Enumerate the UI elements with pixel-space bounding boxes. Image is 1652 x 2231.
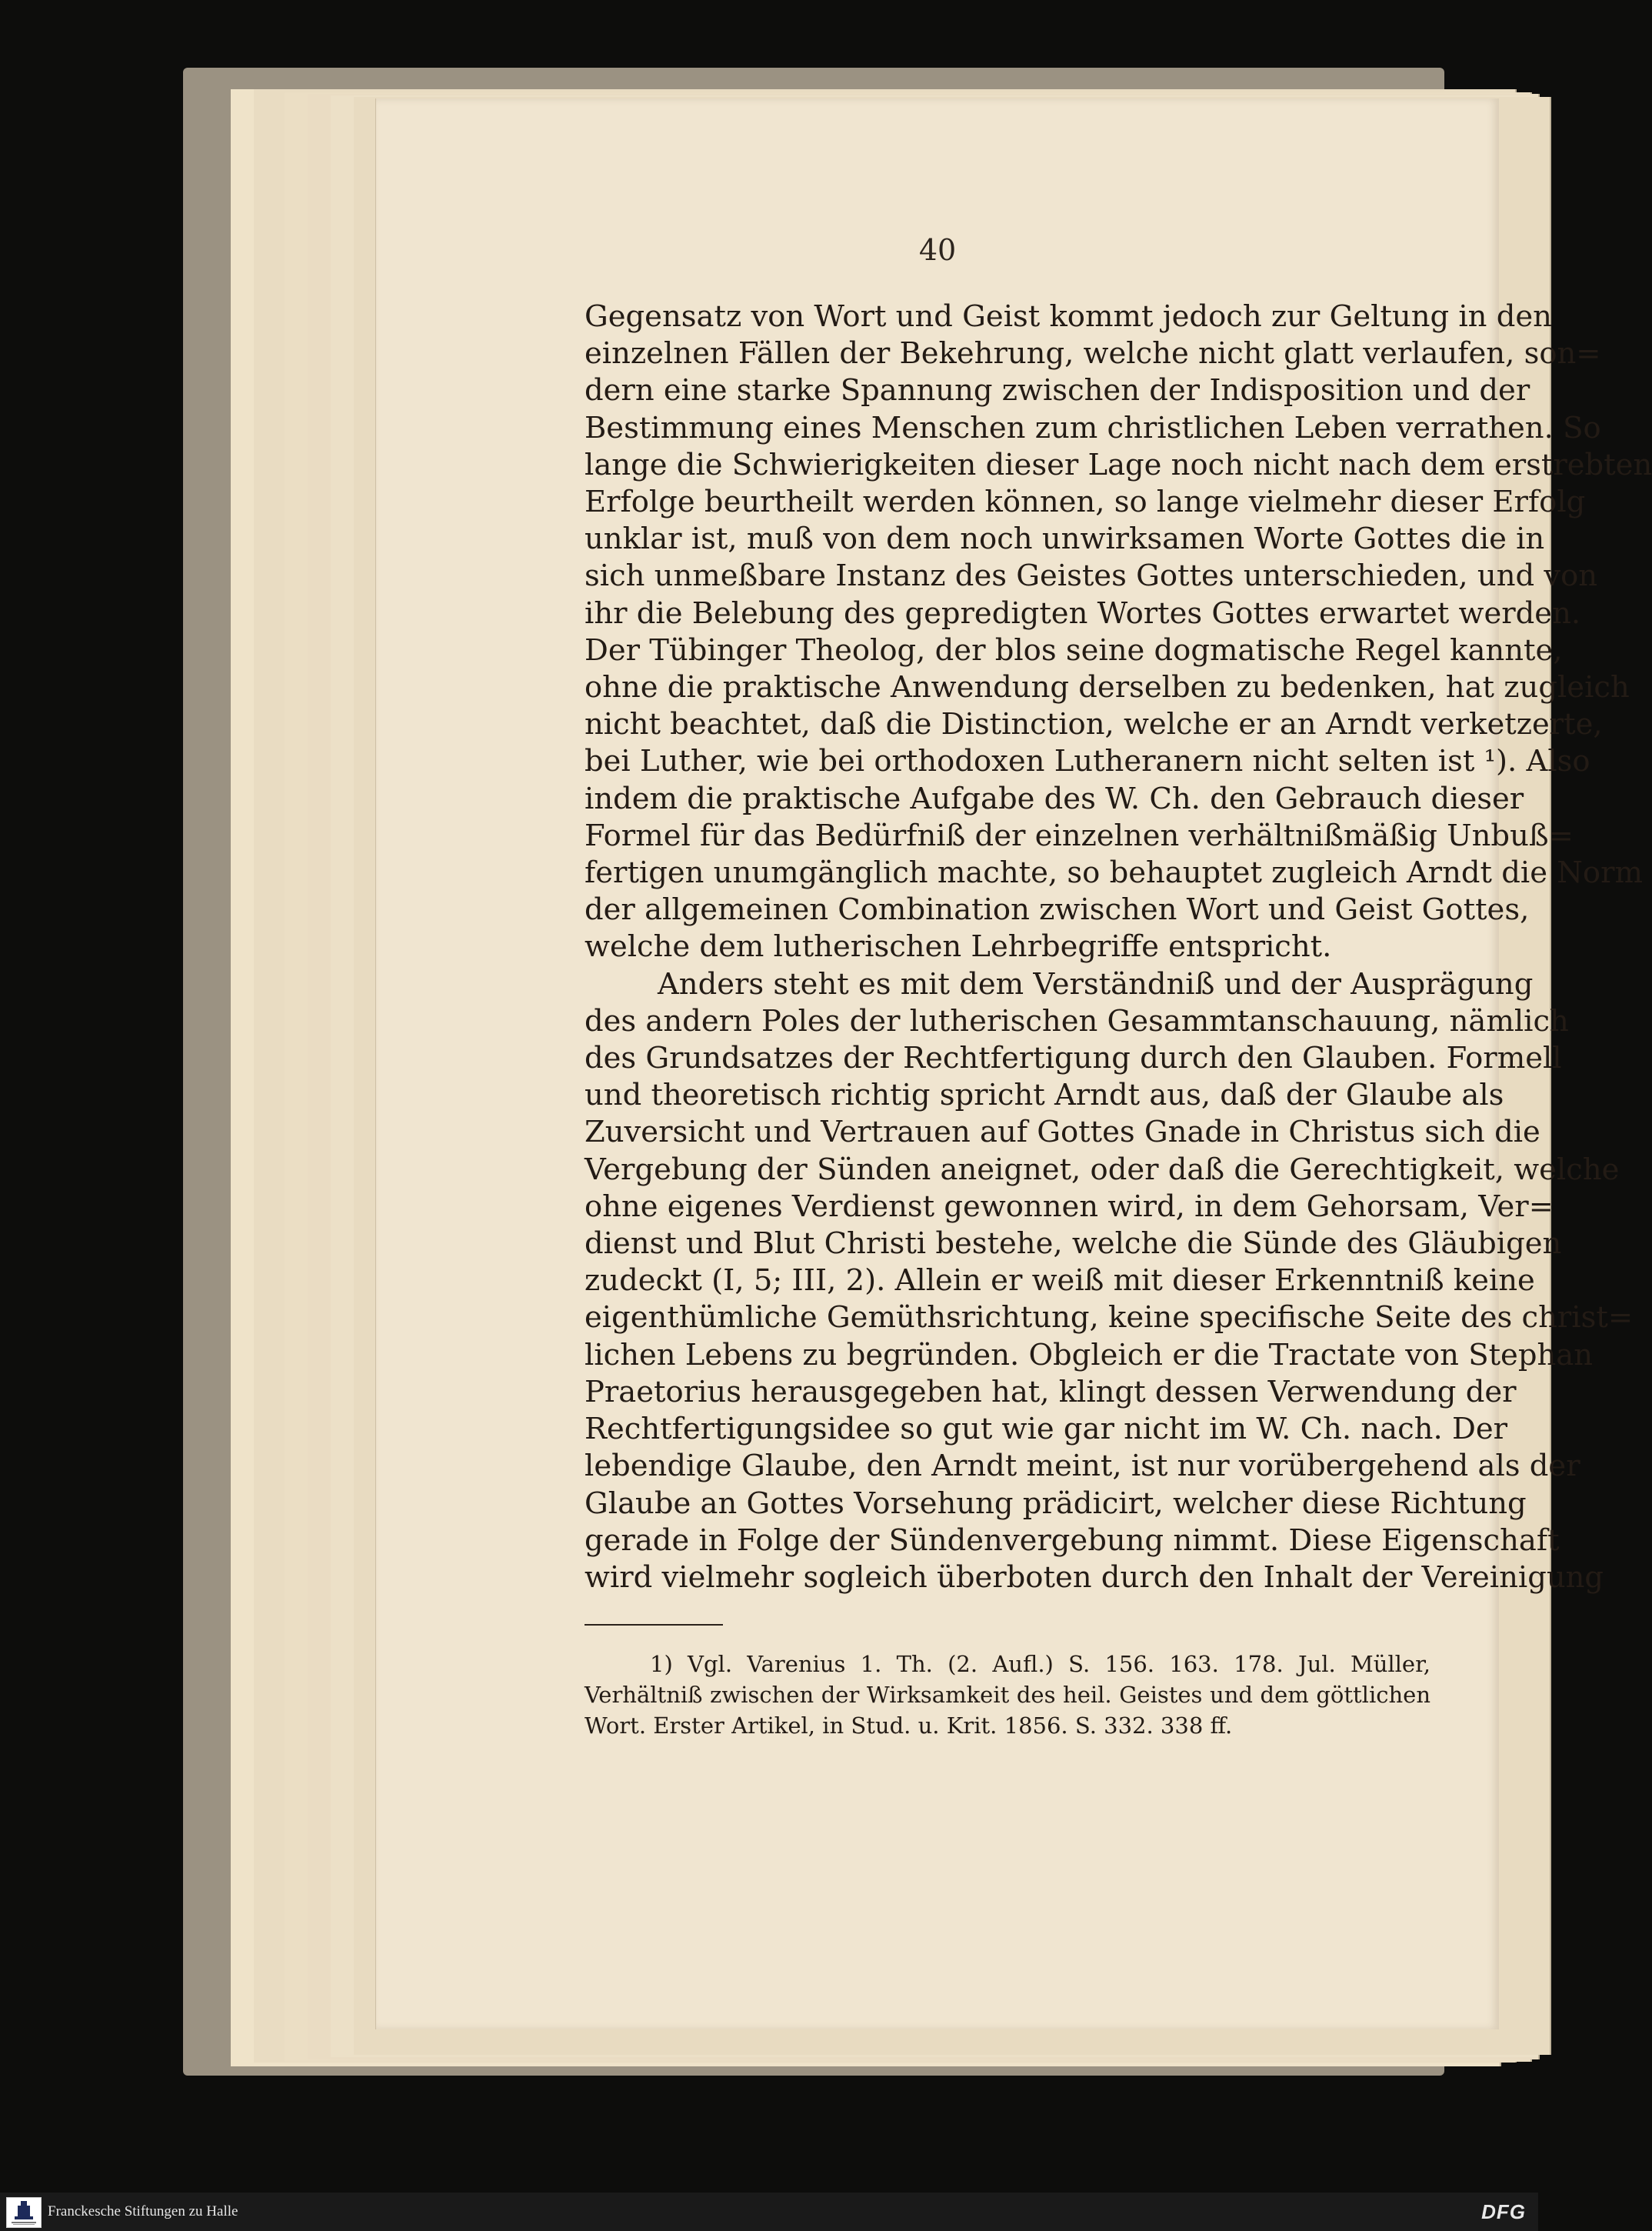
text-line: Gegensatz von Wort und Geist kommt jedoch zur Geltung in den — [585, 299, 1552, 334]
institution-name: Franckesche Stiftungen zu Halle — [48, 2203, 238, 2219]
text-line: dern eine starke Spannung zwischen der Indisposition und der — [585, 373, 1530, 409]
text-line: fertigen unumgänglich machte, so behauptet zugleich Arndt die Norm — [585, 855, 1643, 891]
text-line: der allgemeinen Combination zwischen Wort und Geist Gottes, — [585, 892, 1530, 928]
text-line: Praetorius herausgegeben hat, klingt dessen Verwendung der — [585, 1374, 1517, 1409]
text-line: gerade in Folge der Sündenvergebung nimmt. Diese Eigenschaft — [585, 1522, 1560, 1558]
text-line: des Grundsatzes der Rechtfertigung durch den Glauben. Formell — [585, 1041, 1562, 1076]
text-line: zudeckt (I, 5; III, 2). Allein er weiß mit dieser Erkenntniß keine — [585, 1263, 1535, 1299]
text-line: Formel für das Bedürfniß der einzelnen verhältnißmäßig Unbuß= — [585, 818, 1574, 853]
franckesche-stiftungen-logo-icon — [6, 2197, 42, 2228]
footnote-line: Wort. Erster Artikel, in Stud. u. Krit. 1856. S. 332. 338 ff. — [585, 1712, 1233, 1739]
text-line: Rechtfertigungsidee so gut wie gar nicht im W. Ch. nach. Der — [585, 1412, 1508, 1447]
text-line: ohne eigenes Verdienst gewonnen wird, in dem Gehorsam, Ver= — [585, 1189, 1554, 1224]
text-line: lebendige Glaube, den Arndt meint, ist nur vorübergehend als der — [585, 1449, 1580, 1484]
text-line: sich unmeßbare Instanz des Geistes Gottes unterschieden, und von — [585, 559, 1598, 594]
text-line: Der Tübinger Theolog, der blos seine dogmatische Regel kannte, — [585, 632, 1563, 668]
text-line: Glaube an Gottes Vorsehung prädicirt, welcher diese Richtung — [585, 1486, 1527, 1521]
text-line: nicht beachtet, daß die Distinction, welche er an Arndt verketzerte, — [585, 707, 1603, 742]
footnote-rule — [585, 1624, 723, 1626]
text-line: ohne die praktische Anwendung derselben zu bedenken, hat zugleich — [585, 670, 1630, 705]
text-line: lange die Schwierigkeiten dieser Lage noch nicht nach dem erstrebten — [585, 447, 1652, 482]
text-line: unklar ist, muß von dem noch unwirksamen Worte Gottes die in — [585, 522, 1545, 557]
text-line: Zuversicht und Vertrauen auf Gottes Gnade in Christus sich die — [585, 1115, 1540, 1150]
dfg-logo: DFG — [1481, 2200, 1526, 2223]
text-line: Anders steht es mit dem Verständniß und der Ausprägung — [658, 966, 1534, 1002]
text-line: ihr die Belebung des gepredigten Wortes Gottes erwartet werden. — [585, 595, 1581, 631]
text-line: eigenthümliche Gemüthsrichtung, keine specifische Seite des christ= — [585, 1300, 1634, 1336]
text-line: lichen Lebens zu begründen. Obgleich er die Tractate von Stephan — [585, 1337, 1594, 1372]
footnote-line: 1) Vgl. Varenius 1. Th. (2. Aufl.) S. 156. 163. 178. Jul. Müller, — [650, 1651, 1431, 1677]
text-line: und theoretisch richtig spricht Arndt aus, daß der Glaube als — [585, 1078, 1504, 1113]
text-line: welche dem lutherischen Lehrbegriffe entspricht. — [585, 929, 1332, 965]
text-line: dienst und Blut Christi bestehe, welche die Sünde des Gläubigen — [585, 1226, 1562, 1262]
text-line: einzelnen Fällen der Bekehrung, welche nicht glatt verlaufen, son= — [585, 336, 1601, 372]
text-line: Vergebung der Sünden aneignet, oder daß die Gerechtigkeit, welche — [585, 1152, 1620, 1187]
page-number: 40 — [918, 233, 957, 267]
text-line: wird vielmehr sogleich überboten durch den Inhalt der Vereinigung — [585, 1559, 1604, 1595]
text-line: bei Luther, wie bei orthodoxen Lutheranern nicht selten ist ¹). Also — [585, 744, 1590, 779]
footnote — [585, 1649, 1431, 1741]
text-line: indem die praktische Aufgabe des W. Ch. den Gebrauch dieser — [585, 781, 1524, 816]
viewer-footer-bar — [0, 2193, 1538, 2231]
text-line: Bestimmung eines Menschen zum christlichen Leben verrathen. So — [585, 410, 1601, 445]
body-text — [585, 298, 1652, 1596]
text-line: des andern Poles der lutherischen Gesammtanschauung, nämlich — [585, 1003, 1569, 1039]
footnote-line: Verhältniß zwischen der Wirksamkeit des heil. Geistes und dem göttlichen — [585, 1682, 1431, 1708]
text-line: Erfolge beurtheilt werden können, so lange vielmehr dieser Erfolg — [585, 485, 1586, 520]
